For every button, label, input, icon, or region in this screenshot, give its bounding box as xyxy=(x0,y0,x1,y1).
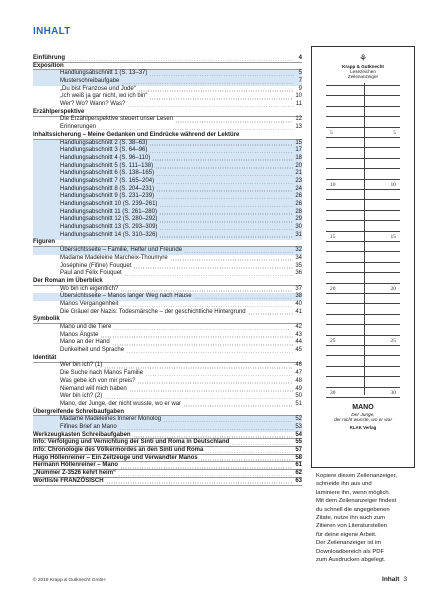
ruler-line-number: 5 xyxy=(330,130,333,136)
toc-entry xyxy=(33,209,302,217)
dot-leader xyxy=(129,390,294,392)
toc-section xyxy=(33,316,302,324)
ruler-book-subtitle: der nicht wusste, wo er war xyxy=(333,418,393,423)
toc-entry-title: Der Roman im Überblick xyxy=(33,277,103,284)
dot-leader xyxy=(248,313,294,315)
toc-entry xyxy=(33,339,302,347)
toc-entry-title: Wer bin ich? (2) xyxy=(60,393,103,400)
toc-entry-title: Wortliste FRANZÖSISCH xyxy=(33,477,104,484)
dot-leader xyxy=(184,252,293,254)
toc-entry-title: Madame Madeleine Marcheix-Thoumyre xyxy=(60,254,168,261)
dot-leader xyxy=(156,175,293,177)
toc-page-number: 36 xyxy=(295,270,302,277)
dot-leader xyxy=(118,475,293,477)
toc-page-number: 26 xyxy=(295,201,302,208)
toc-entry-title: Werkzeugkasten Schreibaufgaben xyxy=(33,431,131,438)
toc-entry xyxy=(33,193,302,201)
toc-entry-title: „Ich weiß ja gar nicht, wo ich bin“ xyxy=(60,93,148,100)
toc-entry-title: Die Suche nach Manos Familie xyxy=(60,370,144,377)
toc-page-number: 30 xyxy=(295,224,302,231)
toc-entry xyxy=(33,101,302,109)
toc-entry-title: Handlungsabschnitt 4 (S. 96–110) xyxy=(60,154,151,161)
ruler-line-number: 10 xyxy=(330,182,336,188)
dot-leader xyxy=(155,167,293,169)
dot-leader xyxy=(121,83,294,85)
dot-leader xyxy=(159,236,293,238)
toc-entry-title: Die Gräuel der Nazis: Todesmärsche – der geschichtliche Hintergrund xyxy=(60,308,246,315)
ruler-line-number: 25 xyxy=(390,338,396,344)
toc-entry xyxy=(33,147,302,155)
dot-leader xyxy=(106,482,294,484)
line-ruler-bookmark xyxy=(311,46,415,468)
publisher-logo-icon: ⚘ xyxy=(358,53,368,63)
toc-section xyxy=(33,409,302,417)
toc-entry xyxy=(33,224,302,232)
dot-leader xyxy=(137,382,293,384)
dot-leader xyxy=(205,452,293,454)
instruction-line: Downloadbereich als PDF xyxy=(316,548,385,555)
toc-entry-title: Joséphine (Fifine) Fouquet xyxy=(60,262,132,269)
toc-page-number: 5 xyxy=(298,70,302,77)
ruler-tick xyxy=(326,220,400,221)
ruler-centre-line xyxy=(364,83,365,395)
toc-section xyxy=(33,470,302,478)
toc-entry-title: Mano und die Tiere xyxy=(60,324,112,331)
toc-entry-title: Niemand will mich haben xyxy=(60,385,127,392)
footer-section: Inhalt xyxy=(382,576,400,583)
toc-page-number: 43 xyxy=(295,331,302,338)
toc-page-number: 40 xyxy=(295,300,302,307)
ruler-tick xyxy=(326,397,400,398)
toc-entry-title: Handlungsabschnitt 9 (S. 231–239) xyxy=(60,193,155,200)
dot-leader xyxy=(156,183,293,185)
ruler-tick xyxy=(326,293,400,294)
ruler-line-number: 20 xyxy=(330,286,336,292)
dot-leader xyxy=(145,375,293,377)
toc-page-number: 10 xyxy=(295,93,302,100)
toc-entry-title: Wo bin ich eigentlich? xyxy=(60,285,119,292)
toc-entry xyxy=(33,70,302,78)
dot-leader xyxy=(149,152,293,154)
ruler-line-number: 30 xyxy=(390,390,396,396)
toc-entry xyxy=(33,424,302,432)
ruler-tick xyxy=(326,251,400,252)
toc-entry xyxy=(33,332,302,340)
dot-leader xyxy=(67,60,294,62)
ruler-tick xyxy=(326,106,400,107)
ruler-line-number: 5 xyxy=(393,130,396,136)
toc-entry-title: Handlungsabschnitt 12 (S. 280–292) xyxy=(60,216,158,223)
dot-leader xyxy=(127,106,293,108)
dot-leader xyxy=(200,459,294,461)
instruction-line: Kopiere diesen Zeilenanzeiger, xyxy=(316,473,397,479)
toc-entry-title: Handlungsabschnitt 14 (S. 310–326) xyxy=(60,231,158,238)
ruler-tick xyxy=(326,355,400,356)
ruler-brand: Krapp & Gutknecht xyxy=(342,64,384,69)
ruler-tick xyxy=(326,335,400,336)
toc-entry-title: „Du bist Franzose und Jude“ xyxy=(60,85,136,92)
toc-page-number: 62 xyxy=(295,470,302,477)
toc-page-number: 44 xyxy=(295,339,302,346)
toc-entry xyxy=(33,263,302,271)
toc-entry xyxy=(33,124,302,132)
toc-page-number: 31 xyxy=(295,231,302,238)
dot-leader xyxy=(112,344,294,346)
toc-entry-title: Handlungsabschnitt 2 (S. 38–63) xyxy=(60,139,148,146)
dot-leader xyxy=(120,467,293,469)
toc-entry-title: Paul and Félix Fouquet xyxy=(60,270,122,277)
toc-page-number: 23 xyxy=(295,177,302,184)
toc-entry xyxy=(33,270,302,278)
dot-leader xyxy=(175,121,293,123)
copyright-notice: © 2018 Krapp & Gutknecht GmbH xyxy=(33,578,106,583)
ruler-subtitle: Zeilenanzeiger xyxy=(347,74,379,79)
toc-entry xyxy=(33,416,302,424)
toc-section xyxy=(33,63,302,71)
toc-entry-title: Einführung xyxy=(33,54,65,61)
dot-leader xyxy=(98,129,293,131)
ruler-tick xyxy=(326,210,400,211)
ruler-line-number: 25 xyxy=(330,338,336,344)
dot-leader xyxy=(159,206,293,208)
toc-section xyxy=(33,432,302,440)
toc-entry-title: Handlungsabschnitt 5 (S. 111–138) xyxy=(60,162,154,169)
toc-entry xyxy=(33,170,302,178)
toc-section xyxy=(33,109,302,117)
ruler-book-subtitle: Der Junge, xyxy=(351,413,375,418)
toc-entry xyxy=(33,324,302,332)
ruler-tick xyxy=(326,283,400,284)
ruler-line-number: 20 xyxy=(390,286,396,292)
toc-page-number: 52 xyxy=(295,416,302,423)
toc-entry-title: Fifines Brief an Mano xyxy=(60,423,117,430)
instruction-line: für deine eigene Arbeit. xyxy=(316,531,377,538)
toc-page-number: 9 xyxy=(298,85,302,92)
toc-entry-title: Was gebe ich von mir preis? xyxy=(60,377,136,384)
toc-section xyxy=(33,55,302,63)
toc-entry-title: Wer bin ich? (1) xyxy=(60,362,103,369)
toc-page-number: 45 xyxy=(295,347,302,354)
toc-page-number: 53 xyxy=(295,423,302,430)
toc-page-number: 11 xyxy=(295,101,302,108)
toc-page-number: 34 xyxy=(295,254,302,261)
toc-entry xyxy=(33,370,302,378)
instruction-line: Der Zeilenanzeiger ist im xyxy=(316,540,382,547)
toc-entry xyxy=(33,301,302,309)
ruler-line-number: 15 xyxy=(330,234,336,240)
toc-section xyxy=(33,447,302,455)
instruction-line: zum Ausdrucken abgelegt. xyxy=(316,557,386,564)
instruction-line: Mit dem Zeilenanzeiger findest xyxy=(316,498,397,505)
toc-section xyxy=(33,439,302,447)
ruler-tick xyxy=(326,262,400,263)
toc-page-number: 54 xyxy=(295,431,302,438)
toc-entry-title: Erzählperspektive xyxy=(33,108,85,115)
toc-page-number: 4 xyxy=(298,54,302,61)
ruler-tick xyxy=(326,189,400,190)
instruction-line: du schnell die angegebenen xyxy=(316,506,390,513)
toc-entry xyxy=(33,78,302,86)
toc-entry-title: Handlungsabschnitt 8 (S. 204–231) xyxy=(60,185,155,192)
ruler-tick xyxy=(326,147,400,148)
toc-page-number: 57 xyxy=(295,447,302,454)
dot-leader xyxy=(156,198,293,200)
toc-page-number: 18 xyxy=(295,154,302,161)
ruler-publisher: KLAK Verlag xyxy=(349,425,377,430)
ruler-tick xyxy=(326,231,400,232)
dot-leader xyxy=(156,190,293,192)
instruction-line: Zitate, nutze ihn auch zum xyxy=(316,515,386,522)
toc-entry-title: Handlungsabschnitt 11 (S. 261–280) xyxy=(60,208,157,215)
toc-page-number: 35 xyxy=(295,262,302,269)
toc-section xyxy=(33,462,302,470)
toc-page-number: 48 xyxy=(295,377,302,384)
ruler-tick xyxy=(326,85,400,86)
toc-entry-title: Übersichtsseite – Manos langer Weg nach Hause xyxy=(60,293,192,300)
toc-entry-title: Hermann Höllenreiner – Mano xyxy=(33,462,119,469)
ruler-book-title: MANO xyxy=(352,404,374,411)
toc-entry xyxy=(33,232,302,240)
toc-page-number: 38 xyxy=(295,293,302,300)
dot-leader xyxy=(152,159,293,161)
toc-entry-title: Manos Ängste xyxy=(60,331,99,338)
ruler-tick xyxy=(326,95,400,96)
toc-page-number: 46 xyxy=(295,362,302,369)
toc-entry-title: Mano an der Hand xyxy=(60,339,110,346)
page-title: INHALT xyxy=(33,26,71,37)
toc-entry xyxy=(33,186,302,194)
toc-page-number: 28 xyxy=(295,208,302,215)
dot-leader xyxy=(120,306,293,308)
toc-entry-title: „Nummer Z-3526 kehrt heim“ xyxy=(33,470,117,477)
toc-entry xyxy=(33,401,302,409)
ruler-line-number: 30 xyxy=(330,390,336,396)
toc-entry-title: Erinnerungen xyxy=(60,124,97,131)
toc-page-number: 15 xyxy=(295,139,302,146)
toc-section xyxy=(33,455,302,463)
toc-page-number: 55 xyxy=(295,439,302,446)
dot-leader xyxy=(183,405,293,407)
toc-page-number: 32 xyxy=(295,247,302,254)
ruler-tick xyxy=(326,314,400,315)
toc-entry-title: Handlungsabschnitt 3 (S. 64–96) xyxy=(60,147,148,154)
toc-entry xyxy=(33,140,302,148)
toc-entry-title: Exposition xyxy=(33,62,64,69)
dot-leader xyxy=(163,421,293,423)
toc-entry xyxy=(33,378,302,386)
toc-page-number: 63 xyxy=(295,477,302,484)
toc-entry-title: Figuren xyxy=(33,239,55,246)
toc-entry xyxy=(33,155,302,163)
toc-page-number: 12 xyxy=(295,116,302,123)
toc-entry-title: Mano, der Junge, der nicht wusste, wo er war xyxy=(60,400,182,407)
toc-entry-title: Info: Verfolgung und Vernichtung der Sinti und Roma in Deutschland xyxy=(33,439,230,446)
ruler-tick xyxy=(326,303,400,304)
dot-leader xyxy=(159,229,293,231)
toc-page-number: 26 xyxy=(295,193,302,200)
toc-page-number: 49 xyxy=(295,385,302,392)
toc-entry-title: Übersichtsseite – Familie, Helfer und Freunde xyxy=(60,247,183,254)
toc-entry-title: Übergreifende Schreibaufgaben xyxy=(33,408,125,415)
ruler-line-number: 15 xyxy=(390,234,396,240)
toc-page-number: 20 xyxy=(295,162,302,169)
toc-page-number: 7 xyxy=(298,78,302,85)
toc-entry xyxy=(33,163,302,171)
toc-page-number: 61 xyxy=(295,462,302,469)
toc-page-number: 41 xyxy=(295,308,302,315)
toc-page-number: 13 xyxy=(295,124,302,131)
toc-entry-title: Dunkelheit und Sprache xyxy=(60,347,125,354)
toc-entry-title: Info: Chronologie des Völkermordes an den Sinti und Roma xyxy=(33,447,204,454)
ruler-tick xyxy=(326,387,400,388)
toc-entry-title: Inhaltssicherung – Meine Gedanken und Eindrücke während der Lektüre xyxy=(33,131,240,138)
dot-leader xyxy=(119,429,294,431)
toc-entry-title: Handlungsabschnitt 10 (S. 239–261) xyxy=(60,201,158,208)
dot-leader xyxy=(120,290,293,292)
ruler-tick xyxy=(326,127,400,128)
toc-entry-title: Manos Vergangenheit xyxy=(60,300,119,307)
toc-page-number: 58 xyxy=(295,454,302,461)
ruler-tick xyxy=(326,137,400,138)
toc-entry xyxy=(33,86,302,94)
dot-leader xyxy=(149,75,294,77)
ruler-tick xyxy=(326,199,400,200)
toc-page-number: 51 xyxy=(295,400,302,407)
toc-page-number: 50 xyxy=(295,393,302,400)
ruler-tick xyxy=(326,116,400,117)
dot-leader xyxy=(194,298,294,300)
toc-page-number: 29 xyxy=(295,216,302,223)
toc-page-number: 37 xyxy=(295,285,302,292)
toc-entry-title: Handlungsabschnitt 13 (S. 293–309) xyxy=(60,224,158,231)
instruction-line: laminiere ihn, wenn möglich. xyxy=(316,489,391,496)
toc-entry xyxy=(33,386,302,394)
dot-leader xyxy=(149,98,293,100)
dot-leader xyxy=(170,259,294,261)
ruler-tick xyxy=(326,158,400,159)
toc-entry xyxy=(33,255,302,263)
ruler-tick xyxy=(326,366,400,367)
dot-leader xyxy=(231,444,293,446)
toc-entry xyxy=(33,201,302,209)
toc-entry xyxy=(33,393,302,401)
dot-leader xyxy=(133,436,294,438)
instruction-line: Zitieren von Literaturstellen xyxy=(316,523,388,530)
dot-leader xyxy=(126,352,293,354)
toc-entry xyxy=(33,347,302,355)
toc-section xyxy=(33,278,302,286)
toc-entry xyxy=(33,178,302,186)
toc-entry xyxy=(33,93,302,101)
dot-leader xyxy=(124,275,294,277)
instruction-line: schneide ihn aus und xyxy=(316,481,372,488)
table-of-contents xyxy=(33,55,302,486)
toc-entry xyxy=(33,309,302,317)
toc-entry-title: Hugo Höllenreiner – Ein Zeitzeuge und Verwandter Manos xyxy=(33,454,198,461)
ruler-tick xyxy=(326,241,400,242)
toc-page-number: 17 xyxy=(295,147,302,154)
ruler-tick xyxy=(326,179,400,180)
page-footer xyxy=(382,576,407,583)
ruler-line-number: 10 xyxy=(390,182,396,188)
ruler-tick xyxy=(326,345,400,346)
ruler-tick xyxy=(326,272,400,273)
dot-leader xyxy=(159,213,293,215)
dot-leader xyxy=(100,336,293,338)
toc-entry xyxy=(33,216,302,224)
toc-entry-title: Identität xyxy=(33,354,57,361)
dot-leader xyxy=(104,398,293,400)
dot-leader xyxy=(104,367,293,369)
toc-entry-title: Handlungsabschnitt 7 (S. 165–204) xyxy=(60,177,155,184)
dot-leader xyxy=(133,267,293,269)
toc-entry-title: Madame Madeleines Innerer Monolog xyxy=(60,416,162,423)
toc-entry xyxy=(33,363,302,371)
toc-entry xyxy=(33,247,302,255)
toc-entry-title: Die Erzählperspektive steuert unser Lesen xyxy=(60,116,174,123)
dot-leader xyxy=(138,90,294,92)
toc-entry xyxy=(33,117,302,125)
ruler-tick xyxy=(326,376,400,377)
ruler-tick xyxy=(326,168,400,169)
toc-section xyxy=(33,355,302,363)
ruler-tick xyxy=(326,324,400,325)
toc-section xyxy=(33,132,302,140)
toc-entry xyxy=(33,293,302,301)
toc-entry-title: Wer? Wo? Wann? Was? xyxy=(60,101,126,108)
ruler-subtitle: Lesezeichen xyxy=(350,69,376,74)
toc-page-number: 42 xyxy=(295,324,302,331)
toc-entry-title: Musterschreibaufgabe xyxy=(60,78,120,85)
toc-section xyxy=(33,478,302,486)
dot-leader xyxy=(113,329,293,331)
toc-page-number: 24 xyxy=(295,185,302,192)
dot-leader xyxy=(149,144,293,146)
ruler-instructions xyxy=(316,472,418,564)
toc-page-number: 21 xyxy=(295,170,302,177)
toc-page-number: 47 xyxy=(295,370,302,377)
toc-entry-title: Handlungsabschnitt 1 (S. 13–37) xyxy=(60,70,148,77)
dot-leader xyxy=(159,221,293,223)
toc-entry-title: Handlungsabschnitt 6 (S. 138–165) xyxy=(60,170,155,177)
toc-entry-title: Symbolik xyxy=(33,316,60,323)
page-number: 3 xyxy=(403,576,407,583)
